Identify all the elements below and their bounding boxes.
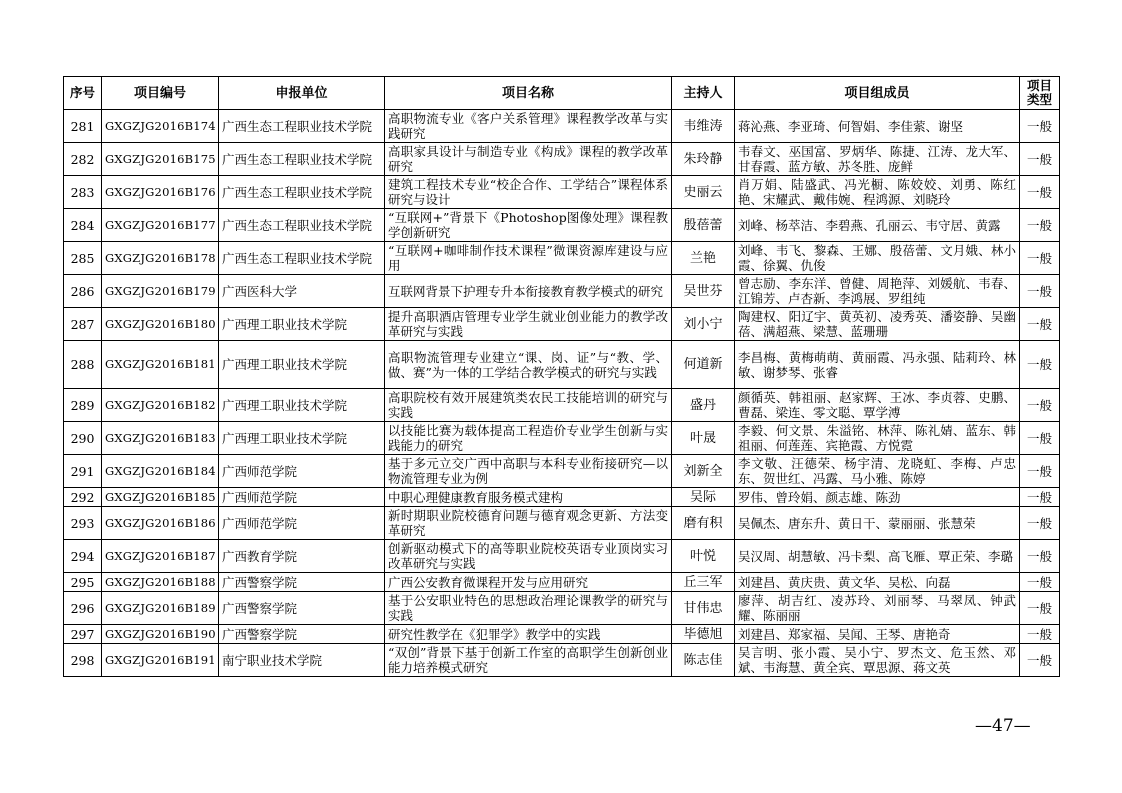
cell-project-name: 创新驱动模式下的高等职业院校英语专业顶岗实习改革研究与实践	[385, 540, 672, 573]
cell-members: 吴汉周、胡慧敏、冯卡梨、高飞雁、覃正荣、李璐	[735, 540, 1020, 573]
cell-project-code: GXGZJG2016B176	[102, 176, 219, 209]
cell-host: 丘三军	[672, 573, 735, 592]
cell-type: 一般	[1020, 507, 1060, 540]
cell-type: 一般	[1020, 209, 1060, 242]
table-row	[64, 644, 1060, 677]
cell-unit: 广西理工职业技术学院	[219, 341, 385, 389]
cell-type: 一般	[1020, 143, 1060, 176]
cell-type: 一般	[1020, 341, 1060, 389]
table-row	[64, 389, 1060, 422]
table-row	[64, 573, 1060, 592]
header-unit: 申报单位	[219, 77, 385, 110]
cell-project-code: GXGZJG2016B189	[102, 592, 219, 625]
cell-project-name: 互联网背景下护理专升本衔接教育教学模式的研究	[385, 275, 672, 308]
cell-members: 曾志励、李东洋、曾健、周艳萍、刘媛航、韦春、江锦芳、卢杏新、李鸿展、罗组纯	[735, 275, 1020, 308]
cell-project-code: GXGZJG2016B183	[102, 422, 219, 455]
cell-unit: 广西生态工程职业技术学院	[219, 176, 385, 209]
table-row	[64, 308, 1060, 341]
cell-project-name: 研究性教学在《犯罪学》教学中的实践	[385, 625, 672, 644]
cell-project-name: 广西公安教育微课程开发与应用研究	[385, 573, 672, 592]
cell-host: 兰艳	[672, 242, 735, 275]
cell-seq: 288	[64, 341, 102, 389]
table-row	[64, 592, 1060, 625]
cell-type: 一般	[1020, 573, 1060, 592]
cell-project-name: 建筑工程技术专业“校企合作、工学结合”课程体系研究与设计	[385, 176, 672, 209]
project-table	[63, 76, 1060, 677]
cell-unit: 广西师范学院	[219, 488, 385, 507]
cell-unit: 南宁职业技术学院	[219, 644, 385, 677]
cell-unit: 广西生态工程职业技术学院	[219, 110, 385, 143]
cell-members: 李昌梅、黄梅萌萌、黄丽霞、冯永强、陆莉玲、林敏、谢梦琴、张睿	[735, 341, 1020, 389]
header-host: 主持人	[672, 77, 735, 110]
cell-project-code: GXGZJG2016B177	[102, 209, 219, 242]
cell-members: 廖萍、胡吉红、凌苏玲、刘丽琴、马翠凤、钟武耀、陈丽丽	[735, 592, 1020, 625]
cell-host: 盛丹	[672, 389, 735, 422]
header-members: 项目组成员	[735, 77, 1020, 110]
cell-project-name: 中职心理健康教育服务模式建构	[385, 488, 672, 507]
cell-unit: 广西师范学院	[219, 507, 385, 540]
table-row	[64, 110, 1060, 143]
cell-host: 叶悦	[672, 540, 735, 573]
cell-seq: 285	[64, 242, 102, 275]
cell-seq: 295	[64, 573, 102, 592]
header-seq: 序号	[64, 77, 102, 110]
cell-seq: 283	[64, 176, 102, 209]
table-row	[64, 341, 1060, 389]
cell-project-name: 基于公安职业特色的思想政治理论课教学的研究与实践	[385, 592, 672, 625]
cell-members: 陶建权、阳辽宇、黄英初、凌秀英、潘姿静、吴幽蓓、满超燕、梁慧、蓝珊珊	[735, 308, 1020, 341]
cell-project-name: 高职物流管理专业建立“课、岗、证”与“教、学、做、赛”为一体的工学结合教学模式的研究与实践	[385, 341, 672, 389]
cell-seq: 286	[64, 275, 102, 308]
cell-members: 颜循英、韩祖丽、赵家辉、王冰、李贞蓉、史鹏、曹磊、梁连、零文聪、覃学溥	[735, 389, 1020, 422]
cell-seq: 292	[64, 488, 102, 507]
cell-type: 一般	[1020, 625, 1060, 644]
cell-unit: 广西医科大学	[219, 275, 385, 308]
cell-seq: 298	[64, 644, 102, 677]
table-row	[64, 540, 1060, 573]
cell-members: 肖万娟、陆盛武、冯光橱、陈姣姣、刘勇、陈红艳、宋耀武、戴伟婉、程鸿源、刘晓玲	[735, 176, 1020, 209]
cell-unit: 广西警察学院	[219, 592, 385, 625]
cell-type: 一般	[1020, 644, 1060, 677]
table-row	[64, 422, 1060, 455]
cell-type: 一般	[1020, 389, 1060, 422]
cell-members: 刘建昌、郑家福、吴闻、王琴、唐艳奇	[735, 625, 1020, 644]
cell-host: 刘小宁	[672, 308, 735, 341]
cell-unit: 广西理工职业技术学院	[219, 422, 385, 455]
cell-unit: 广西警察学院	[219, 573, 385, 592]
table-row	[64, 507, 1060, 540]
cell-project-code: GXGZJG2016B175	[102, 143, 219, 176]
cell-project-code: GXGZJG2016B178	[102, 242, 219, 275]
cell-host: 甘伟忠	[672, 592, 735, 625]
cell-project-code: GXGZJG2016B190	[102, 625, 219, 644]
cell-host: 刘新全	[672, 455, 735, 488]
cell-project-code: GXGZJG2016B191	[102, 644, 219, 677]
cell-host: 何道新	[672, 341, 735, 389]
cell-project-code: GXGZJG2016B186	[102, 507, 219, 540]
table-row	[64, 242, 1060, 275]
cell-type: 一般	[1020, 592, 1060, 625]
cell-unit: 广西师范学院	[219, 455, 385, 488]
cell-project-code: GXGZJG2016B179	[102, 275, 219, 308]
header-type: 项目类型	[1020, 77, 1060, 110]
cell-type: 一般	[1020, 540, 1060, 573]
cell-seq: 297	[64, 625, 102, 644]
cell-project-code: GXGZJG2016B180	[102, 308, 219, 341]
cell-type: 一般	[1020, 110, 1060, 143]
cell-type: 一般	[1020, 455, 1060, 488]
cell-project-name: “双创”背景下基于创新工作室的高职学生创新创业能力培养模式研究	[385, 644, 672, 677]
cell-unit: 广西生态工程职业技术学院	[219, 209, 385, 242]
cell-unit: 广西生态工程职业技术学院	[219, 143, 385, 176]
table-body	[64, 110, 1060, 677]
cell-seq: 287	[64, 308, 102, 341]
page-number: —47—	[975, 716, 1031, 736]
cell-project-name: 新时期职业院校德育问题与德育观念更新、方法变革研究	[385, 507, 672, 540]
cell-type: 一般	[1020, 176, 1060, 209]
cell-host: 韦维涛	[672, 110, 735, 143]
cell-project-name: 高职物流专业《客户关系管理》课程教学改革与实践研究	[385, 110, 672, 143]
cell-project-code: GXGZJG2016B188	[102, 573, 219, 592]
table-row	[64, 455, 1060, 488]
cell-host: 吴世芬	[672, 275, 735, 308]
cell-project-code: GXGZJG2016B187	[102, 540, 219, 573]
cell-host: 磨有积	[672, 507, 735, 540]
cell-project-code: GXGZJG2016B174	[102, 110, 219, 143]
header-name: 项目名称	[385, 77, 672, 110]
cell-seq: 281	[64, 110, 102, 143]
cell-seq: 290	[64, 422, 102, 455]
cell-host: 史丽云	[672, 176, 735, 209]
table-row	[64, 143, 1060, 176]
cell-type: 一般	[1020, 275, 1060, 308]
cell-type: 一般	[1020, 488, 1060, 507]
cell-project-code: GXGZJG2016B185	[102, 488, 219, 507]
cell-project-code: GXGZJG2016B182	[102, 389, 219, 422]
cell-members: 罗伟、曾玲娟、颜志雄、陈劲	[735, 488, 1020, 507]
cell-seq: 296	[64, 592, 102, 625]
cell-unit: 广西理工职业技术学院	[219, 389, 385, 422]
cell-project-name: 提升高职酒店管理专业学生就业创业能力的教学改革研究与实践	[385, 308, 672, 341]
cell-unit: 广西理工职业技术学院	[219, 308, 385, 341]
cell-seq: 282	[64, 143, 102, 176]
cell-project-name: 以技能比赛为载体提高工程造价专业学生创新与实践能力的研究	[385, 422, 672, 455]
cell-type: 一般	[1020, 308, 1060, 341]
cell-seq: 293	[64, 507, 102, 540]
cell-type: 一般	[1020, 422, 1060, 455]
cell-type: 一般	[1020, 242, 1060, 275]
cell-project-name: “互联网+”背景下《Photoshop图像处理》课程教学创新研究	[385, 209, 672, 242]
cell-members: 韦春文、巫国富、罗炳华、陈捷、江涛、龙大军、甘春霞、蓝方敏、苏冬胜、庞鲜	[735, 143, 1020, 176]
cell-members: 吴佩杰、唐东升、黄日干、蒙丽丽、张慧荣	[735, 507, 1020, 540]
table-row	[64, 176, 1060, 209]
table-row	[64, 625, 1060, 644]
cell-project-name: “互联网+咖啡制作技术课程”微课资源库建设与应用	[385, 242, 672, 275]
cell-members: 刘峰、杨萃洁、李碧燕、孔丽云、韦守居、黄露	[735, 209, 1020, 242]
cell-members: 蒋沁燕、李亚琦、何智娟、李佳萦、谢坚	[735, 110, 1020, 143]
cell-project-name: 高职院校有效开展建筑类农民工技能培训的研究与实践	[385, 389, 672, 422]
cell-host: 殷蓓蕾	[672, 209, 735, 242]
cell-unit: 广西警察学院	[219, 625, 385, 644]
table-row	[64, 488, 1060, 507]
cell-unit: 广西教育学院	[219, 540, 385, 573]
cell-seq: 294	[64, 540, 102, 573]
cell-project-code: GXGZJG2016B184	[102, 455, 219, 488]
cell-project-code: GXGZJG2016B181	[102, 341, 219, 389]
cell-host: 陈志佳	[672, 644, 735, 677]
cell-project-name: 基于多元立交广西中高职与本科专业衔接研究—以物流管理专业为例	[385, 455, 672, 488]
header-row	[64, 77, 1060, 110]
cell-project-name: 高职家具设计与制造专业《构成》课程的教学改革研究	[385, 143, 672, 176]
cell-members: 刘峰、韦飞、黎森、王娜、殷蓓蕾、文月娥、林小霞、徐翼、仇俊	[735, 242, 1020, 275]
cell-host: 朱玲静	[672, 143, 735, 176]
cell-host: 毕德旭	[672, 625, 735, 644]
cell-seq: 289	[64, 389, 102, 422]
cell-host: 叶晟	[672, 422, 735, 455]
document-page	[63, 76, 1059, 677]
cell-members: 李毅、何文景、朱溢铭、林萍、陈礼婧、蓝东、韩祖丽、何莲莲、宾艳霞、方悦霓	[735, 422, 1020, 455]
table-row	[64, 275, 1060, 308]
cell-members: 李文敬、汪德荣、杨宇清、龙晓虹、李梅、卢忠东、贺世红、冯露、马小雅、陈婷	[735, 455, 1020, 488]
cell-host: 吴际	[672, 488, 735, 507]
cell-unit: 广西生态工程职业技术学院	[219, 242, 385, 275]
header-code: 项目编号	[102, 77, 219, 110]
cell-seq: 284	[64, 209, 102, 242]
cell-members: 刘建昌、黄庆贵、黄文华、吴松、向磊	[735, 573, 1020, 592]
table-row	[64, 209, 1060, 242]
cell-seq: 291	[64, 455, 102, 488]
cell-members: 吴言明、张小霞、吴小宁、罗杰文、危玉然、邓斌、韦海慧、黄全宾、覃思源、蒋文英	[735, 644, 1020, 677]
